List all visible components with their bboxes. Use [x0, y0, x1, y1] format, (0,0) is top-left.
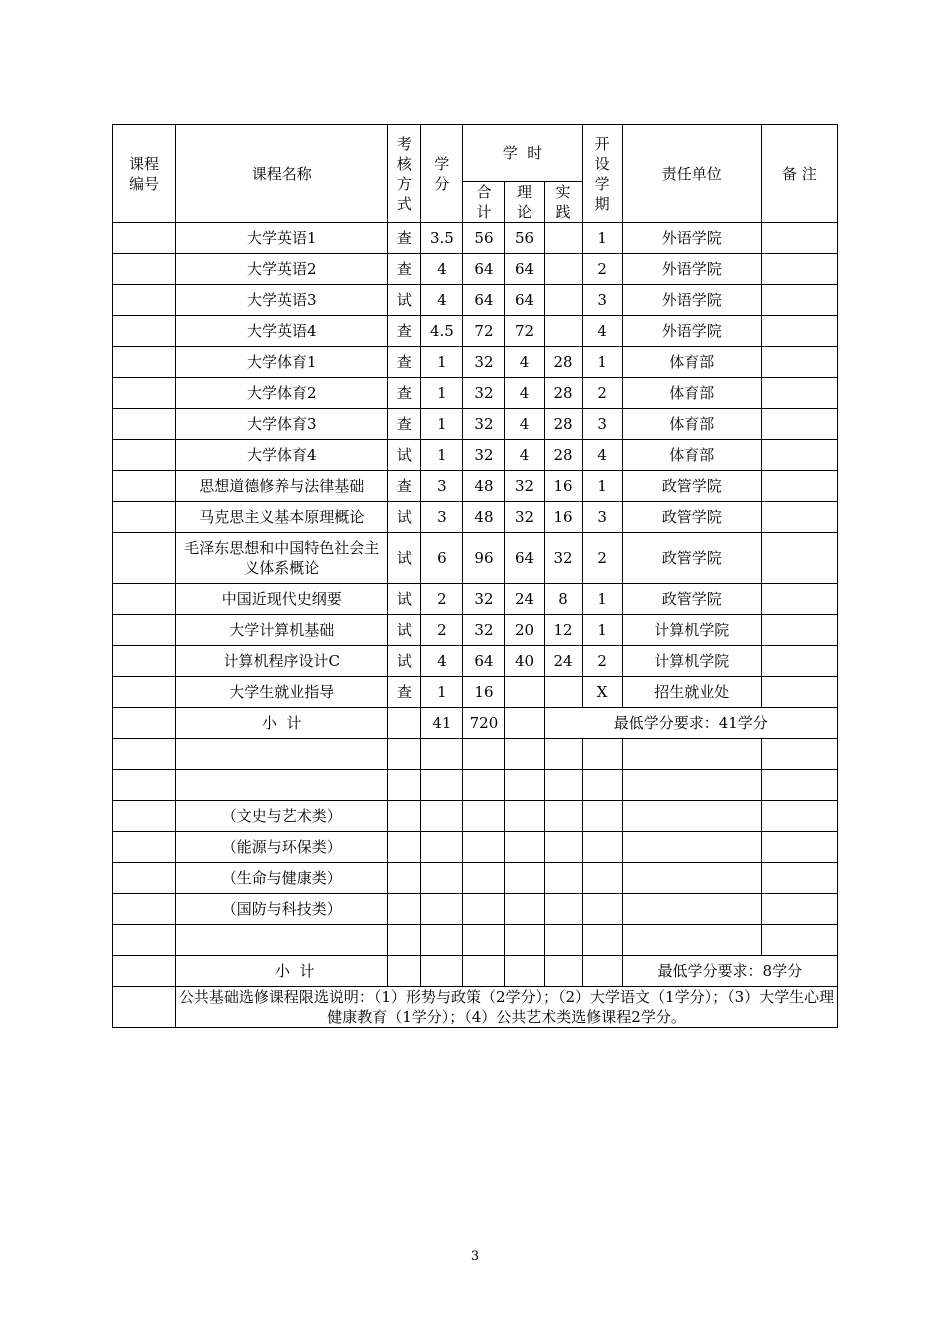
course-code [113, 584, 176, 615]
course-remark [761, 471, 837, 502]
subtotal-requirement: 最低学分要求：41学分 [544, 708, 837, 739]
course-term: 3 [582, 502, 622, 533]
course-code [113, 533, 176, 584]
course-theory: 4 [505, 440, 544, 471]
course-code [113, 223, 176, 254]
course-name: 大学体育2 [176, 378, 388, 409]
table-row [113, 677, 838, 708]
table-row [113, 646, 838, 677]
course-credit: 3.5 [421, 223, 463, 254]
course-theory: 64 [505, 254, 544, 285]
course-credit: 4 [421, 285, 463, 316]
subtotal-row [113, 708, 838, 739]
course-practice: 16 [544, 471, 582, 502]
course-theory: 4 [505, 378, 544, 409]
course-total: 96 [463, 533, 505, 584]
course-dept: 政管学院 [622, 471, 761, 502]
subtotal-exam [388, 708, 421, 739]
elective-category: （能源与环保类） [176, 832, 388, 863]
empty-cell [622, 770, 761, 801]
course-dept: 体育部 [622, 440, 761, 471]
header-total: 合 计 [463, 182, 505, 223]
empty-cell [544, 739, 582, 770]
course-theory: 4 [505, 409, 544, 440]
table-row [113, 378, 838, 409]
course-term: 3 [582, 285, 622, 316]
empty-cell [463, 894, 505, 925]
course-theory: 72 [505, 316, 544, 347]
empty-cell [463, 801, 505, 832]
course-credit: 1 [421, 347, 463, 378]
course-practice: 8 [544, 584, 582, 615]
course-practice: 16 [544, 502, 582, 533]
empty-cell [505, 801, 544, 832]
empty-cell [113, 925, 176, 956]
empty-cell [582, 832, 622, 863]
course-term: 2 [582, 533, 622, 584]
course-name: 大学英语3 [176, 285, 388, 316]
course-credit: 1 [421, 440, 463, 471]
header-code: 课程 编号 [113, 125, 176, 223]
subtotal-code [113, 956, 176, 987]
course-name: 马克思主义基本原理概论 [176, 502, 388, 533]
course-dept: 招生就业处 [622, 677, 761, 708]
course-code [113, 646, 176, 677]
course-remark [761, 409, 837, 440]
course-dept: 政管学院 [622, 502, 761, 533]
empty-cell [544, 863, 582, 894]
course-credit: 4 [421, 646, 463, 677]
course-exam: 查 [388, 347, 421, 378]
course-total: 48 [463, 471, 505, 502]
course-remark [761, 584, 837, 615]
course-exam: 查 [388, 471, 421, 502]
course-remark [761, 677, 837, 708]
empty-cell [622, 801, 761, 832]
course-remark [761, 316, 837, 347]
course-exam: 试 [388, 285, 421, 316]
course-exam: 查 [388, 254, 421, 285]
empty-cell [761, 770, 837, 801]
empty-cell [388, 801, 421, 832]
course-theory: 4 [505, 347, 544, 378]
empty-cell [505, 832, 544, 863]
table-row [113, 471, 838, 502]
empty-cell [463, 925, 505, 956]
course-term: 2 [582, 646, 622, 677]
page-number: 3 [470, 1249, 480, 1264]
header-theory: 理 论 [505, 182, 544, 223]
empty-cell [544, 832, 582, 863]
table-row [113, 285, 838, 316]
empty-cell [582, 863, 622, 894]
empty-cell [582, 894, 622, 925]
elective-category: （国防与科技类） [176, 894, 388, 925]
table-row [113, 584, 838, 615]
course-code [113, 440, 176, 471]
course-dept: 政管学院 [622, 584, 761, 615]
course-term: 1 [582, 223, 622, 254]
course-practice: 24 [544, 646, 582, 677]
course-exam: 查 [388, 378, 421, 409]
course-theory: 32 [505, 502, 544, 533]
course-exam: 试 [388, 533, 421, 584]
course-total: 16 [463, 677, 505, 708]
empty-cell [463, 770, 505, 801]
course-practice: 32 [544, 533, 582, 584]
empty-cell [421, 925, 463, 956]
course-name: 计算机程序设计C [176, 646, 388, 677]
empty-cell [622, 894, 761, 925]
empty-cell [463, 739, 505, 770]
empty-cell [113, 863, 176, 894]
subtotal-label: 小 计 [176, 956, 388, 987]
course-exam: 试 [388, 584, 421, 615]
table-row [113, 347, 838, 378]
course-remark [761, 646, 837, 677]
header-practice: 实 践 [544, 182, 582, 223]
course-total: 64 [463, 254, 505, 285]
empty-cell [622, 739, 761, 770]
course-total: 64 [463, 285, 505, 316]
empty-row [113, 770, 838, 801]
course-credit: 6 [421, 533, 463, 584]
table-row [113, 254, 838, 285]
course-practice [544, 316, 582, 347]
course-dept: 计算机学院 [622, 615, 761, 646]
empty-cell [761, 739, 837, 770]
empty-cell [176, 770, 388, 801]
elective-row [113, 894, 838, 925]
header-name: 课程名称 [176, 125, 388, 223]
empty-cell [421, 739, 463, 770]
empty-cell [388, 770, 421, 801]
course-practice [544, 254, 582, 285]
empty-cell [505, 770, 544, 801]
course-theory: 56 [505, 223, 544, 254]
course-name: 毛泽东思想和中国特色社会主义体系概论 [176, 533, 388, 584]
table-row [113, 409, 838, 440]
course-term: 2 [582, 378, 622, 409]
subtotal-label: 小 计 [176, 708, 388, 739]
note-row [113, 987, 838, 1028]
course-remark [761, 440, 837, 471]
course-total: 32 [463, 615, 505, 646]
course-credit: 2 [421, 584, 463, 615]
empty-cell [505, 894, 544, 925]
empty-cell [761, 925, 837, 956]
course-name: 中国近现代史纲要 [176, 584, 388, 615]
course-term: 1 [582, 584, 622, 615]
empty-cell [113, 832, 176, 863]
empty-cell [388, 956, 421, 987]
course-code [113, 471, 176, 502]
course-dept: 体育部 [622, 409, 761, 440]
course-practice [544, 677, 582, 708]
course-term: 1 [582, 615, 622, 646]
empty-cell [761, 863, 837, 894]
empty-cell [176, 739, 388, 770]
empty-cell [421, 956, 463, 987]
course-term: 1 [582, 471, 622, 502]
elective-row [113, 832, 838, 863]
empty-cell [421, 894, 463, 925]
course-remark [761, 615, 837, 646]
header-remark: 备 注 [761, 125, 837, 223]
course-name: 大学体育4 [176, 440, 388, 471]
course-name: 思想道德修养与法律基础 [176, 471, 388, 502]
elective-row [113, 863, 838, 894]
empty-cell [544, 894, 582, 925]
course-code [113, 615, 176, 646]
course-code [113, 409, 176, 440]
empty-row [113, 739, 838, 770]
table-row [113, 533, 838, 584]
course-credit: 1 [421, 677, 463, 708]
course-term: 2 [582, 254, 622, 285]
course-total: 32 [463, 584, 505, 615]
empty-cell [421, 832, 463, 863]
course-code [113, 347, 176, 378]
course-code [113, 254, 176, 285]
course-exam: 查 [388, 316, 421, 347]
course-practice: 12 [544, 615, 582, 646]
course-name: 大学英语2 [176, 254, 388, 285]
course-term: 1 [582, 347, 622, 378]
course-theory: 20 [505, 615, 544, 646]
table-row [113, 440, 838, 471]
course-total: 64 [463, 646, 505, 677]
subtotal-row [113, 956, 838, 987]
course-table [112, 124, 838, 1028]
course-dept: 政管学院 [622, 533, 761, 584]
table-row [113, 615, 838, 646]
empty-cell [463, 863, 505, 894]
subtotal-requirement: 最低学分要求：8学分 [622, 956, 837, 987]
course-credit: 4 [421, 254, 463, 285]
empty-cell [113, 739, 176, 770]
course-practice [544, 285, 582, 316]
subtotal-credit: 41 [421, 708, 463, 739]
empty-cell [113, 894, 176, 925]
empty-cell [582, 956, 622, 987]
course-theory: 64 [505, 533, 544, 584]
course-code [113, 285, 176, 316]
elective-note: 公共基础选修课程限选说明：（1）形势与政策（2学分）；（2）大学语文（1学分）；（3）大学生心理健康教育（1学分）；（4）公共艺术类选修课程2学分。 [176, 987, 838, 1028]
elective-row [113, 801, 838, 832]
table-row [113, 223, 838, 254]
course-total: 32 [463, 347, 505, 378]
course-code [113, 378, 176, 409]
empty-row [113, 925, 838, 956]
header-credit: 学 分 [421, 125, 463, 223]
course-practice: 28 [544, 440, 582, 471]
empty-cell [421, 770, 463, 801]
course-remark [761, 378, 837, 409]
course-total: 56 [463, 223, 505, 254]
empty-cell [761, 801, 837, 832]
empty-cell [388, 894, 421, 925]
empty-cell [505, 925, 544, 956]
empty-cell [388, 863, 421, 894]
course-total: 32 [463, 440, 505, 471]
course-practice: 28 [544, 409, 582, 440]
course-remark [761, 502, 837, 533]
course-practice [544, 223, 582, 254]
table-row [113, 316, 838, 347]
empty-cell [421, 801, 463, 832]
subtotal-total: 720 [463, 708, 505, 739]
course-theory: 32 [505, 471, 544, 502]
course-exam: 试 [388, 440, 421, 471]
course-credit: 4.5 [421, 316, 463, 347]
course-total: 32 [463, 409, 505, 440]
course-theory [505, 677, 544, 708]
empty-cell [582, 770, 622, 801]
empty-cell [113, 801, 176, 832]
course-term: 4 [582, 440, 622, 471]
course-credit: 3 [421, 502, 463, 533]
elective-category: （文史与艺术类） [176, 801, 388, 832]
note-code [113, 987, 176, 1028]
course-code [113, 677, 176, 708]
subtotal-code [113, 708, 176, 739]
header-exam: 考 核 方 式 [388, 125, 421, 223]
empty-cell [544, 770, 582, 801]
course-total: 72 [463, 316, 505, 347]
empty-cell [544, 956, 582, 987]
empty-cell [463, 832, 505, 863]
empty-cell [505, 956, 544, 987]
course-name: 大学体育1 [176, 347, 388, 378]
empty-cell [176, 925, 388, 956]
empty-cell [388, 925, 421, 956]
course-dept: 外语学院 [622, 254, 761, 285]
course-name: 大学英语4 [176, 316, 388, 347]
header-hours: 学 时 [463, 125, 582, 182]
empty-cell [505, 863, 544, 894]
course-exam: 查 [388, 409, 421, 440]
header-dept: 责任单位 [622, 125, 761, 223]
course-practice: 28 [544, 347, 582, 378]
course-remark [761, 254, 837, 285]
course-exam: 试 [388, 502, 421, 533]
subtotal-theory [505, 708, 544, 739]
course-credit: 1 [421, 378, 463, 409]
empty-cell [388, 739, 421, 770]
course-code [113, 502, 176, 533]
course-practice: 28 [544, 378, 582, 409]
course-theory: 24 [505, 584, 544, 615]
empty-cell [582, 801, 622, 832]
course-term: 4 [582, 316, 622, 347]
course-remark [761, 223, 837, 254]
empty-cell [463, 956, 505, 987]
empty-cell [505, 739, 544, 770]
empty-cell [582, 925, 622, 956]
empty-cell [761, 832, 837, 863]
empty-cell [761, 894, 837, 925]
course-credit: 1 [421, 409, 463, 440]
course-code [113, 316, 176, 347]
course-theory: 40 [505, 646, 544, 677]
header-term: 开 设 学 期 [582, 125, 622, 223]
empty-cell [582, 739, 622, 770]
course-dept: 外语学院 [622, 223, 761, 254]
course-dept: 计算机学院 [622, 646, 761, 677]
course-remark [761, 533, 837, 584]
empty-cell [622, 832, 761, 863]
empty-cell [421, 863, 463, 894]
empty-cell [544, 801, 582, 832]
course-term: X [582, 677, 622, 708]
course-dept: 外语学院 [622, 285, 761, 316]
course-credit: 2 [421, 615, 463, 646]
course-credit: 3 [421, 471, 463, 502]
course-total: 32 [463, 378, 505, 409]
empty-cell [622, 925, 761, 956]
course-remark [761, 285, 837, 316]
elective-category: （生命与健康类） [176, 863, 388, 894]
course-name: 大学计算机基础 [176, 615, 388, 646]
course-exam: 查 [388, 677, 421, 708]
course-dept: 体育部 [622, 378, 761, 409]
course-term: 3 [582, 409, 622, 440]
course-exam: 试 [388, 646, 421, 677]
course-name: 大学体育3 [176, 409, 388, 440]
table-row [113, 502, 838, 533]
course-name: 大学生就业指导 [176, 677, 388, 708]
course-exam: 查 [388, 223, 421, 254]
empty-cell [388, 832, 421, 863]
course-name: 大学英语1 [176, 223, 388, 254]
empty-cell [113, 770, 176, 801]
course-total: 48 [463, 502, 505, 533]
empty-cell [622, 863, 761, 894]
course-remark [761, 347, 837, 378]
course-theory: 64 [505, 285, 544, 316]
course-dept: 外语学院 [622, 316, 761, 347]
course-exam: 试 [388, 615, 421, 646]
empty-cell [544, 925, 582, 956]
header-row [113, 125, 838, 182]
course-dept: 体育部 [622, 347, 761, 378]
